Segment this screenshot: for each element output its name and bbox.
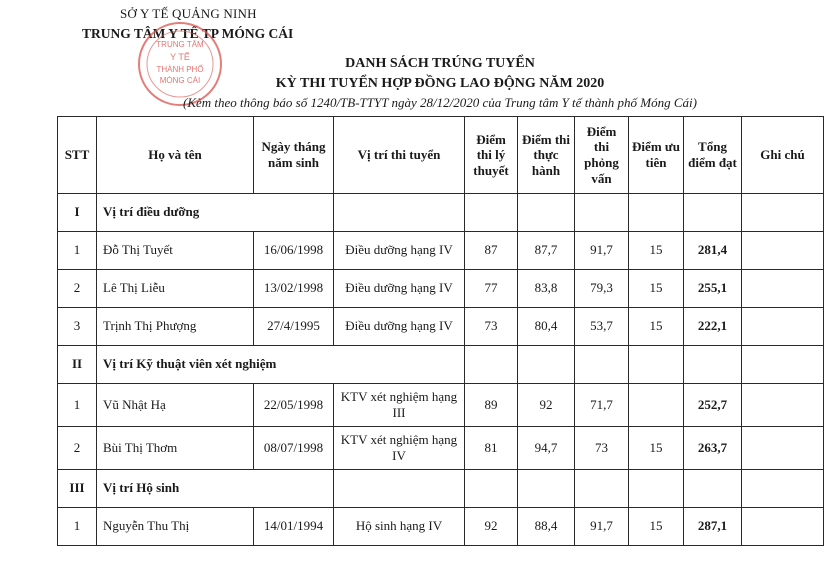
cell-total: 255,1 <box>684 270 742 308</box>
cell-practice: 83,8 <box>518 270 575 308</box>
stamp-text-top: TRUNG TÂM <box>156 40 204 49</box>
cell-position: Điều dưỡng hạng IV <box>334 232 465 270</box>
cell-practice: 80,4 <box>518 308 575 346</box>
cell-name: Đỗ Thị Tuyết <box>97 232 254 270</box>
cell-dob: 22/05/1998 <box>254 384 334 427</box>
cell-position: KTV xét nghiệm hạng IV <box>334 427 465 470</box>
table-row <box>58 308 824 346</box>
document-title-line1: DANH SÁCH TRÚNG TUYỂN <box>345 56 535 71</box>
cell-note <box>742 308 824 346</box>
cell-note <box>742 232 824 270</box>
org-name: TRUNG TÂM Y TẾ TP MÓNG CÁI <box>82 26 294 41</box>
cell-position: Điều dưỡng hạng IV <box>334 308 465 346</box>
col-header-dob: Ngày tháng năm sinh <box>254 117 334 194</box>
cell-priority: 15 <box>629 232 684 270</box>
cell-stt: 1 <box>58 384 97 427</box>
cell-theory: 73 <box>465 308 518 346</box>
table-header-row <box>58 117 824 194</box>
cell-priority: 15 <box>629 270 684 308</box>
table-row <box>58 270 824 308</box>
cell-interview: 73 <box>575 427 629 470</box>
group-row-nursing <box>58 194 824 232</box>
cell-note <box>742 427 824 470</box>
cell-total: 287,1 <box>684 508 742 546</box>
cell-stt: 2 <box>58 427 97 470</box>
col-header-total: Tổng điểm đạt <box>684 117 742 194</box>
cell-theory: 77 <box>465 270 518 308</box>
col-header-practice: Điểm thi thực hành <box>518 117 575 194</box>
cell-theory: 89 <box>465 384 518 427</box>
col-header-priority: Điểm ưu tiên <box>629 117 684 194</box>
table-row <box>58 427 824 470</box>
group-roman: II <box>58 346 97 384</box>
cell-dob: 08/07/1998 <box>254 427 334 470</box>
cell-name: Trịnh Thị Phượng <box>97 308 254 346</box>
group-row-lab-technician <box>58 346 824 384</box>
cell-position: Điều dưỡng hạng IV <box>334 270 465 308</box>
group-roman: III <box>58 470 97 508</box>
results-table <box>57 116 824 546</box>
col-header-interview: Điểm thi phỏng vấn <box>575 117 629 194</box>
cell-stt: 1 <box>58 508 97 546</box>
cell-theory: 87 <box>465 232 518 270</box>
cell-total: 263,7 <box>684 427 742 470</box>
cell-interview: 91,7 <box>575 232 629 270</box>
cell-priority: 15 <box>629 308 684 346</box>
stamp-text-bot: MÓNG CÁI <box>159 76 201 85</box>
group-label: Vị trí Hộ sinh <box>97 470 334 508</box>
stamp-text-mid1: Y TẾ <box>170 52 190 62</box>
cell-dob: 16/06/1998 <box>254 232 334 270</box>
col-header-theory: Điểm thi lý thuyết <box>465 117 518 194</box>
cell-practice: 88,4 <box>518 508 575 546</box>
cell-interview: 79,3 <box>575 270 629 308</box>
cell-note <box>742 508 824 546</box>
org-parent: SỞ Y TẾ QUẢNG NINH <box>120 6 257 21</box>
cell-total: 281,4 <box>684 232 742 270</box>
cell-interview: 53,7 <box>575 308 629 346</box>
cell-priority: 15 <box>629 508 684 546</box>
col-header-note: Ghi chú <box>742 117 824 194</box>
table-row <box>58 384 824 427</box>
cell-theory: 92 <box>465 508 518 546</box>
stamp-text-mid2: THÀNH PHỐ <box>156 65 204 74</box>
group-label: Vị trí điều dưỡng <box>97 194 334 232</box>
cell-interview: 91,7 <box>575 508 629 546</box>
cell-total: 252,7 <box>684 384 742 427</box>
col-header-name: Họ và tên <box>97 117 254 194</box>
document-subtitle: (Kèm theo thông báo số 1240/TB-TTYT ngày 28/12/2020 của Trung tâm Y tế thành phố Móng Cái) <box>182 95 697 110</box>
document-title-line2: KỲ THI TUYỂN HỢP ĐỒNG LAO ĐỘNG NĂM 2020 <box>275 76 605 91</box>
cell-position: KTV xét nghiệm hạng III <box>334 384 465 427</box>
cell-stt: 2 <box>58 270 97 308</box>
cell-name: Vũ Nhật Hạ <box>97 384 254 427</box>
cell-priority <box>629 384 684 427</box>
cell-name: Nguyễn Thu Thị <box>97 508 254 546</box>
col-header-stt: STT <box>58 117 97 194</box>
cell-note <box>742 384 824 427</box>
cell-priority: 15 <box>629 427 684 470</box>
cell-practice: 87,7 <box>518 232 575 270</box>
cell-total: 222,1 <box>684 308 742 346</box>
cell-position: Hộ sinh hạng IV <box>334 508 465 546</box>
cell-dob: 14/01/1994 <box>254 508 334 546</box>
cell-interview: 71,7 <box>575 384 629 427</box>
cell-dob: 13/02/1998 <box>254 270 334 308</box>
cell-dob: 27/4/1995 <box>254 308 334 346</box>
cell-note <box>742 270 824 308</box>
cell-stt: 1 <box>58 232 97 270</box>
group-label: Vị trí Kỹ thuật viên xét nghiệm <box>97 346 465 384</box>
cell-stt: 3 <box>58 308 97 346</box>
cell-name: Lê Thị Liễu <box>97 270 254 308</box>
col-header-position: Vị trí thi tuyển <box>334 117 465 194</box>
group-row-midwife <box>58 470 824 508</box>
cell-practice: 92 <box>518 384 575 427</box>
cell-theory: 81 <box>465 427 518 470</box>
cell-name: Bùi Thị Thơm <box>97 427 254 470</box>
table-row <box>58 508 824 546</box>
cell-practice: 94,7 <box>518 427 575 470</box>
group-roman: I <box>58 194 97 232</box>
table-row <box>58 232 824 270</box>
